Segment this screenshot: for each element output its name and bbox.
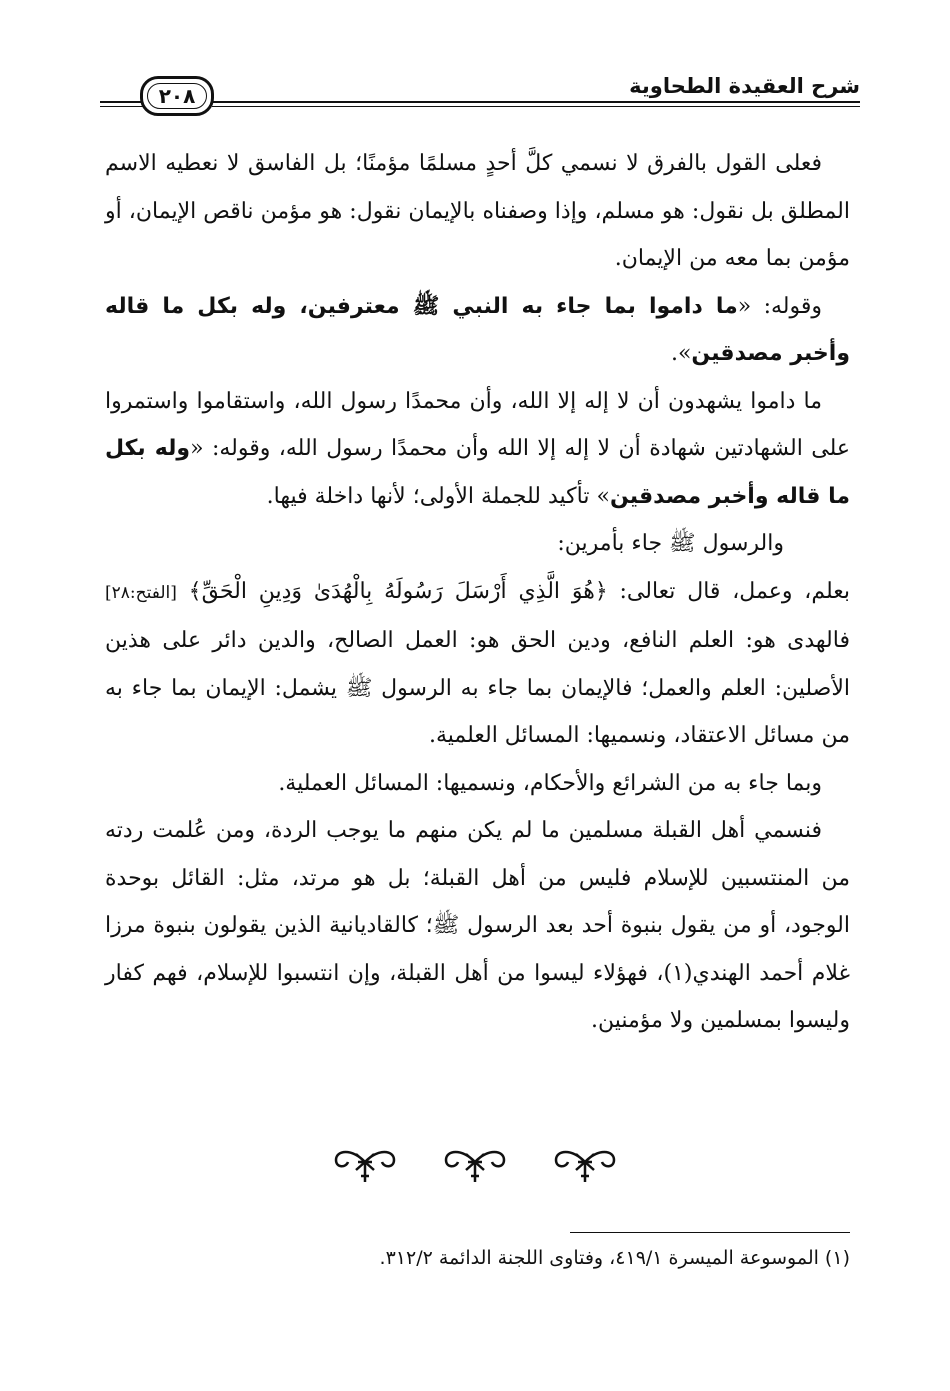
verse-reference: [الفتح:٢٨] — [105, 582, 177, 603]
header-rule-left — [100, 101, 146, 103]
footnote: (١) الموسوعة الميسرة ٤١٩/١، وفتاوى اللجنة الدائمة ٣١٢/٢. — [379, 1247, 850, 1269]
paragraph-3-text-a: ما داموا يشهدون أن لا إله إلا الله، وأن محمدًا رسول الله، واستقاموا واستمروا على الشهادتين شهادة أن لا إله إلا الله وأن محمدًا رسول الله، وقوله: « — [105, 388, 850, 461]
quote-close: ». — [670, 341, 692, 366]
ornament-icon — [550, 1140, 620, 1185]
paragraph-4: والرسول ﷺ جاء بأمرين: — [557, 531, 784, 556]
paragraph-5 — [105, 568, 850, 760]
footnote-separator — [570, 1232, 850, 1233]
paragraph-7: فنسمي أهل القبلة مسلمين ما لم يكن منهم ما يوجب الردة، ومن عُلمت ردته من المنتسبين للإسلام فليس من أهل القبلة؛ بل هو مرتد، مثل: القائل بوحدة الوجود، أو من يقول بنبوة أحد بعد الرسول ﷺ؛ كالقاديانية الذين يقولون بنبوة مرزا غلام أحمد الهندي(١)، فهؤلاء ليسوا من أهل القبلة، وإن انتسبوا للإسلام، فهم كفار وليسوا بمسلمين ولا مؤمنين. — [105, 818, 850, 1033]
paragraph-3-text-b: » تأكيد للجملة الأولى؛ لأنها داخلة فيها. — [266, 483, 610, 509]
main-text — [105, 140, 850, 1045]
page-number: ٢٠٨ — [158, 84, 196, 108]
page-number-frame — [140, 76, 214, 116]
paragraph-6: وبما جاء به من الشرائع والأحكام، ونسميها: المسائل العملية. — [278, 770, 822, 796]
paragraph-5-text-b: ﴾ — [176, 578, 202, 604]
header-rule — [212, 101, 860, 103]
ornament-icon — [330, 1140, 400, 1185]
header-rule-thin — [212, 106, 860, 107]
running-title: شرح العقيدة الطحاوية — [629, 74, 860, 98]
paragraph-2 — [105, 283, 850, 378]
quoted-matn-2: وله بكل ما قاله وأخبر مصدقين — [105, 436, 850, 509]
quran-verse: هُوَ الَّذِي أَرْسَلَ رَسُولَهُ بِالْهُدَىٰ وَدِينِ الْحَقِّ — [201, 578, 595, 604]
paragraph-5-text-a: بعلم، وعمل، قال تعالى: ﴿ — [594, 578, 851, 604]
quote-open: وقوله: « — [737, 293, 822, 319]
quoted-matn: ما داموا بما جاء به النبي ﷺ معترفين، وله بكل ما قاله وأخبر مصدقين — [105, 293, 850, 366]
section-ornaments — [330, 1140, 620, 1190]
paragraph-1: فعلى القول بالفرق لا نسمي كلَّ أحدٍ مسلمًا مؤمنًا؛ بل الفاسق لا نعطيه الاسم المطلق بل نقول: هو مسلم، وإذا وصفناه بالإيمان نقول: هو مؤمن ناقص الإيمان، أو مؤمن بما معه من الإيمان. — [105, 151, 850, 271]
page-header — [100, 66, 860, 126]
ornament-icon — [440, 1140, 510, 1185]
paragraph-3 — [105, 378, 850, 521]
header-rule-left-thin — [100, 106, 146, 107]
paragraph-5-text-c: فالهدى هو: العلم النافع، ودين الحق هو: العمل الصالح، والدين دائر على هذين الأصلين: العلم والعمل؛ فالإيمان بما جاء به الرسول ﷺ يشمل: الإيمان بما جاء به من مسائل الاعتقاد، ونسميها: المسائل العلمية. — [105, 628, 850, 748]
